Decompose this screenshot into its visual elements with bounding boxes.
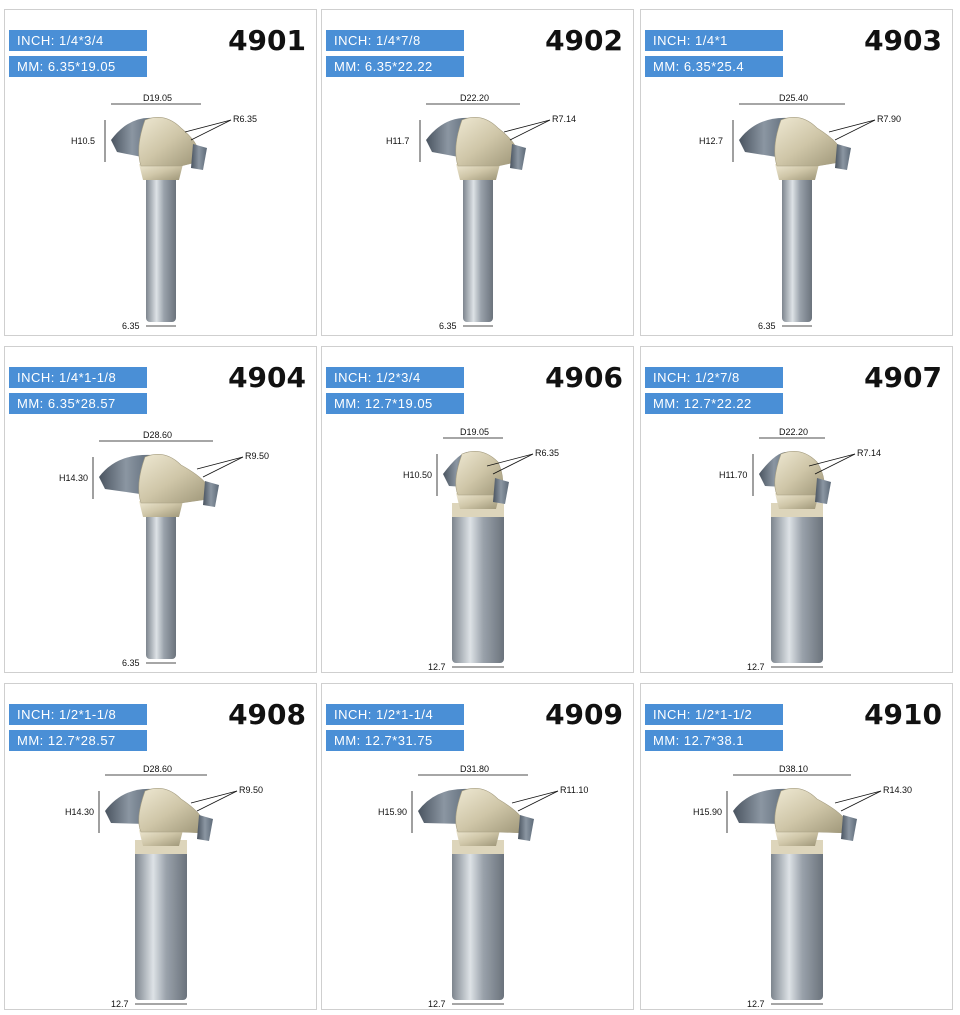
radius-label: R6.35 [233, 114, 258, 124]
radius-label: R7.90 [877, 114, 902, 124]
shank-size-label: 6.35 [122, 321, 140, 331]
mm-size-label: MM: 12.7*38.1 [645, 730, 783, 751]
shank-size-label: 12.7 [428, 662, 446, 672]
radius-label: R7.14 [857, 448, 882, 458]
diameter-label: D28.60 [143, 764, 173, 774]
radius-label: R11.10 [560, 785, 589, 795]
mm-size-label: MM: 12.7*31.75 [326, 730, 464, 751]
diameter-label: D25.40 [779, 93, 809, 103]
model-number: 4901 [228, 24, 306, 57]
shank-size-label: 6.35 [758, 321, 776, 331]
mm-size-label: MM: 6.35*19.05 [9, 56, 147, 77]
router-bit-image [322, 684, 634, 1010]
height-label: H12.7 [699, 136, 724, 146]
diameter-label: D22.20 [779, 427, 809, 437]
radius-label: R9.50 [239, 785, 264, 795]
height-label: H11.70 [719, 470, 748, 480]
mm-size-label: MM: 6.35*25.4 [645, 56, 783, 77]
radius-label: R14.30 [883, 785, 913, 795]
model-number: 4908 [228, 698, 306, 731]
router-bit-image [5, 10, 317, 336]
product-card [321, 346, 634, 673]
mm-size-label: MM: 6.35*28.57 [9, 393, 147, 414]
product-card [640, 9, 953, 336]
radius-label: R7.14 [552, 114, 577, 124]
product-card [321, 9, 634, 336]
inch-size-label: INCH: 1/2*3/4 [326, 367, 464, 388]
diameter-label: D22.20 [460, 93, 490, 103]
model-number: 4906 [545, 361, 623, 394]
model-number: 4907 [864, 361, 942, 394]
inch-size-label: INCH: 1/2*1-1/4 [326, 704, 464, 725]
shank-size-label: 12.7 [747, 662, 765, 672]
product-card [640, 683, 953, 1010]
shank-size-label: 6.35 [122, 658, 140, 668]
inch-size-label: INCH: 1/4*1 [645, 30, 783, 51]
model-number: 4903 [864, 24, 942, 57]
router-bit-image [5, 347, 317, 673]
router-bit-image [641, 684, 953, 1010]
mm-size-label: MM: 12.7*19.05 [326, 393, 464, 414]
inch-size-label: INCH: 1/4*3/4 [9, 30, 147, 51]
height-label: H14.30 [59, 473, 89, 483]
shank-size-label: 12.7 [111, 999, 129, 1009]
height-label: H15.90 [693, 807, 723, 817]
mm-size-label: MM: 6.35*22.22 [326, 56, 464, 77]
model-number: 4904 [228, 361, 306, 394]
shank-size-label: 6.35 [439, 321, 457, 331]
diameter-label: D28.60 [143, 430, 173, 440]
product-card [640, 346, 953, 673]
height-label: H14.30 [65, 807, 95, 817]
inch-size-label: INCH: 1/2*1-1/8 [9, 704, 147, 725]
inch-size-label: INCH: 1/4*1-1/8 [9, 367, 147, 388]
diameter-label: D19.05 [143, 93, 173, 103]
model-number: 4902 [545, 24, 623, 57]
diameter-label: D38.10 [779, 764, 809, 774]
product-card [321, 683, 634, 1010]
height-label: H11.7 [386, 136, 410, 146]
model-number: 4910 [864, 698, 942, 731]
height-label: H10.5 [71, 136, 96, 146]
product-card [4, 346, 317, 673]
router-bit-image [641, 10, 953, 336]
mm-size-label: MM: 12.7*28.57 [9, 730, 147, 751]
shank-size-label: 12.7 [747, 999, 765, 1009]
height-label: H15.90 [378, 807, 408, 817]
inch-size-label: INCH: 1/2*1-1/2 [645, 704, 783, 725]
height-label: H10.50 [403, 470, 433, 480]
radius-label: R6.35 [535, 448, 560, 458]
diameter-label: D31.80 [460, 764, 490, 774]
router-bit-image [5, 684, 317, 1010]
mm-size-label: MM: 12.7*22.22 [645, 393, 783, 414]
product-card [4, 683, 317, 1010]
radius-label: R9.50 [245, 451, 270, 461]
router-bit-image [322, 347, 634, 673]
router-bit-image [641, 347, 953, 673]
inch-size-label: INCH: 1/4*7/8 [326, 30, 464, 51]
shank-size-label: 12.7 [428, 999, 446, 1009]
inch-size-label: INCH: 1/2*7/8 [645, 367, 783, 388]
router-bit-image [322, 10, 634, 336]
diameter-label: D19.05 [460, 427, 490, 437]
product-card [4, 9, 317, 336]
model-number: 4909 [545, 698, 623, 731]
